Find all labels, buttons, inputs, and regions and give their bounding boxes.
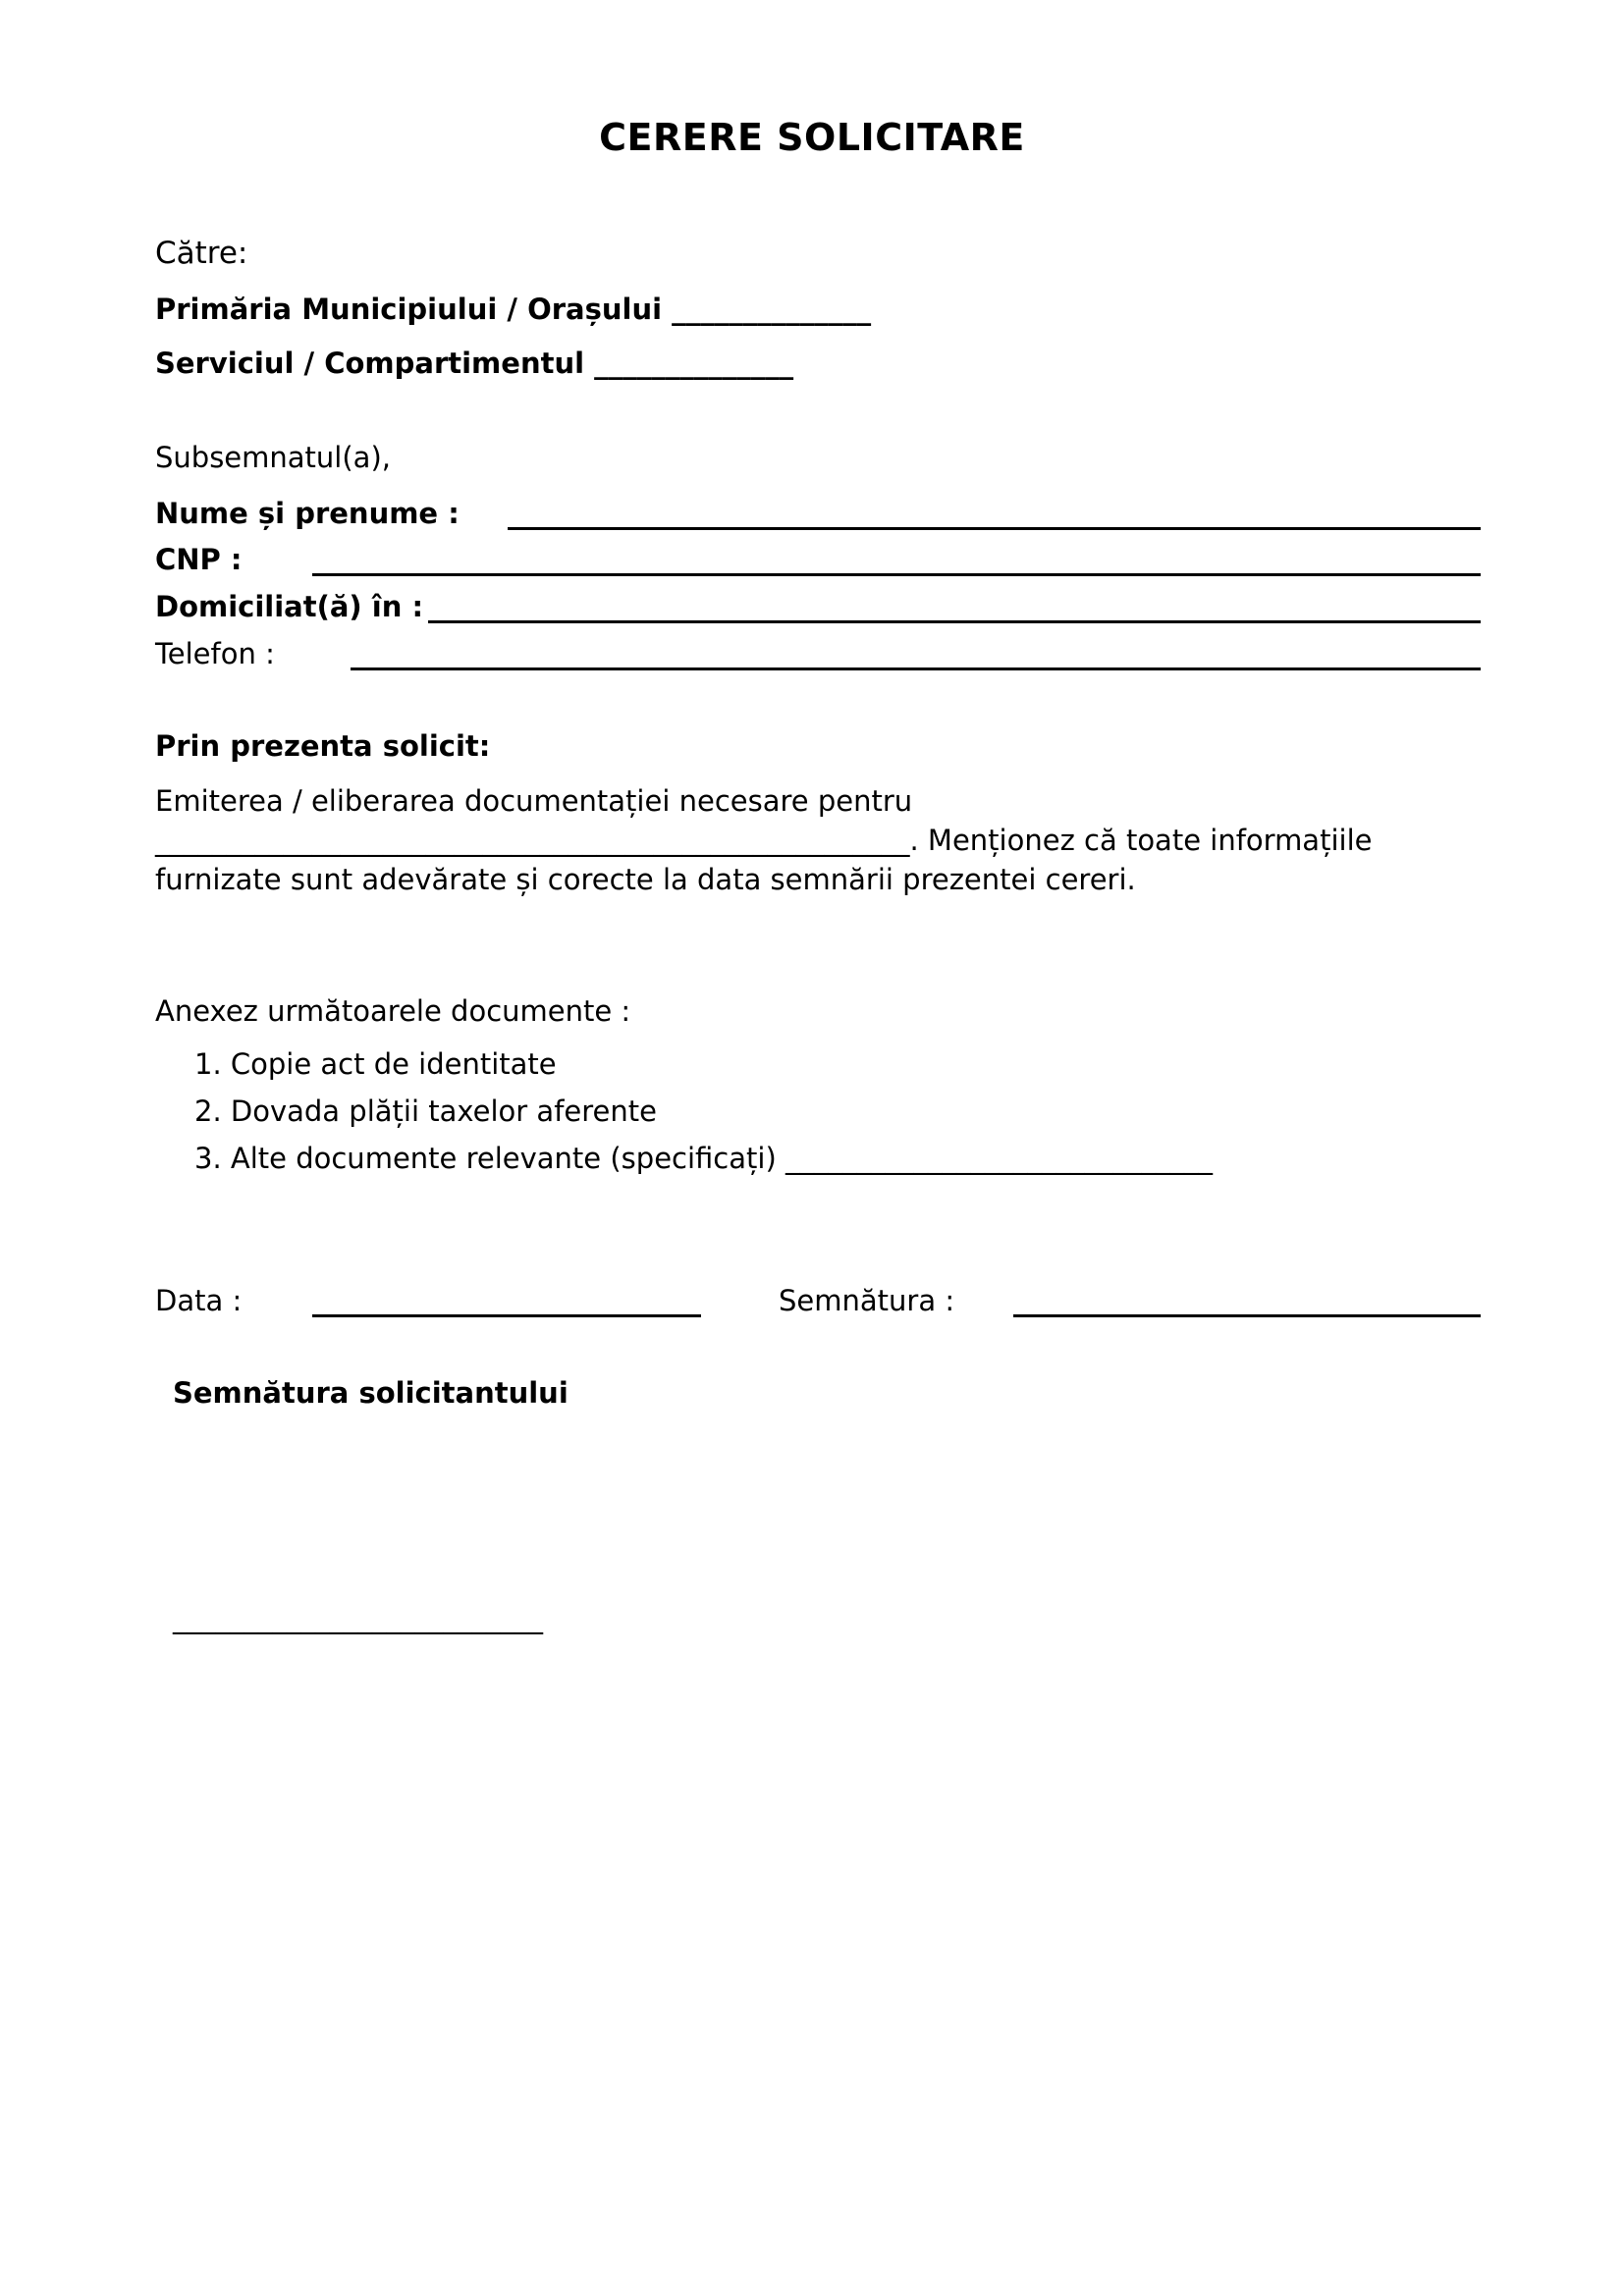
attachment-item: 1. Copie act de identitate: [194, 1047, 557, 1081]
institution-line: Primăria Municipiului / Orașului ______________: [155, 293, 872, 326]
date-field-line: [312, 1314, 701, 1317]
request-heading: Prin prezenta solicit:: [155, 729, 491, 763]
phone-field-line: [351, 667, 1481, 670]
request-line-3: furnizate sunt adevărate și corecte la data semnării prezentei cereri.: [155, 863, 1136, 896]
date-label: Data :: [155, 1284, 243, 1317]
request-paragraph: [155, 781, 1481, 899]
request-line-1: Emiterea / eliberarea documentației necesare pentru: [155, 784, 913, 818]
addressee-label: Către:: [155, 236, 248, 271]
phone-label: Telefon :: [155, 637, 275, 670]
applicant-signature-label: Semnătura solicitantului: [173, 1376, 568, 1410]
request-blank: _____________________________________________________: [155, 824, 910, 857]
address-field-line: [428, 620, 1481, 623]
applicant-intro: Subsemnatul(a),: [155, 441, 391, 474]
name-label: Nume și prenume :: [155, 497, 460, 530]
document-title: CERERE SOLICITARE: [599, 116, 1025, 159]
department-line: Serviciul / Compartimentul ______________: [155, 347, 794, 380]
request-line-2-rest: . Menționez că toate informațiile: [909, 824, 1373, 857]
address-label: Domiciliat(ă) în :: [155, 590, 424, 623]
signature-field-line: [1013, 1314, 1481, 1317]
cnp-label: CNP :: [155, 543, 243, 576]
applicant-signature-blank: __________________________: [173, 1601, 543, 1634]
request-line-2: [155, 821, 1481, 860]
attachment-item: 2. Dovada plății taxelor aferente: [194, 1095, 657, 1128]
name-field-line: [508, 527, 1481, 530]
attachments-heading: Anexez următoarele documente :: [155, 994, 631, 1028]
attachment-item: 3. Alte documente relevante (specificați) ______________________________: [194, 1142, 1213, 1175]
signature-label: Semnătura :: [779, 1284, 955, 1317]
cnp-field-line: [312, 573, 1481, 576]
